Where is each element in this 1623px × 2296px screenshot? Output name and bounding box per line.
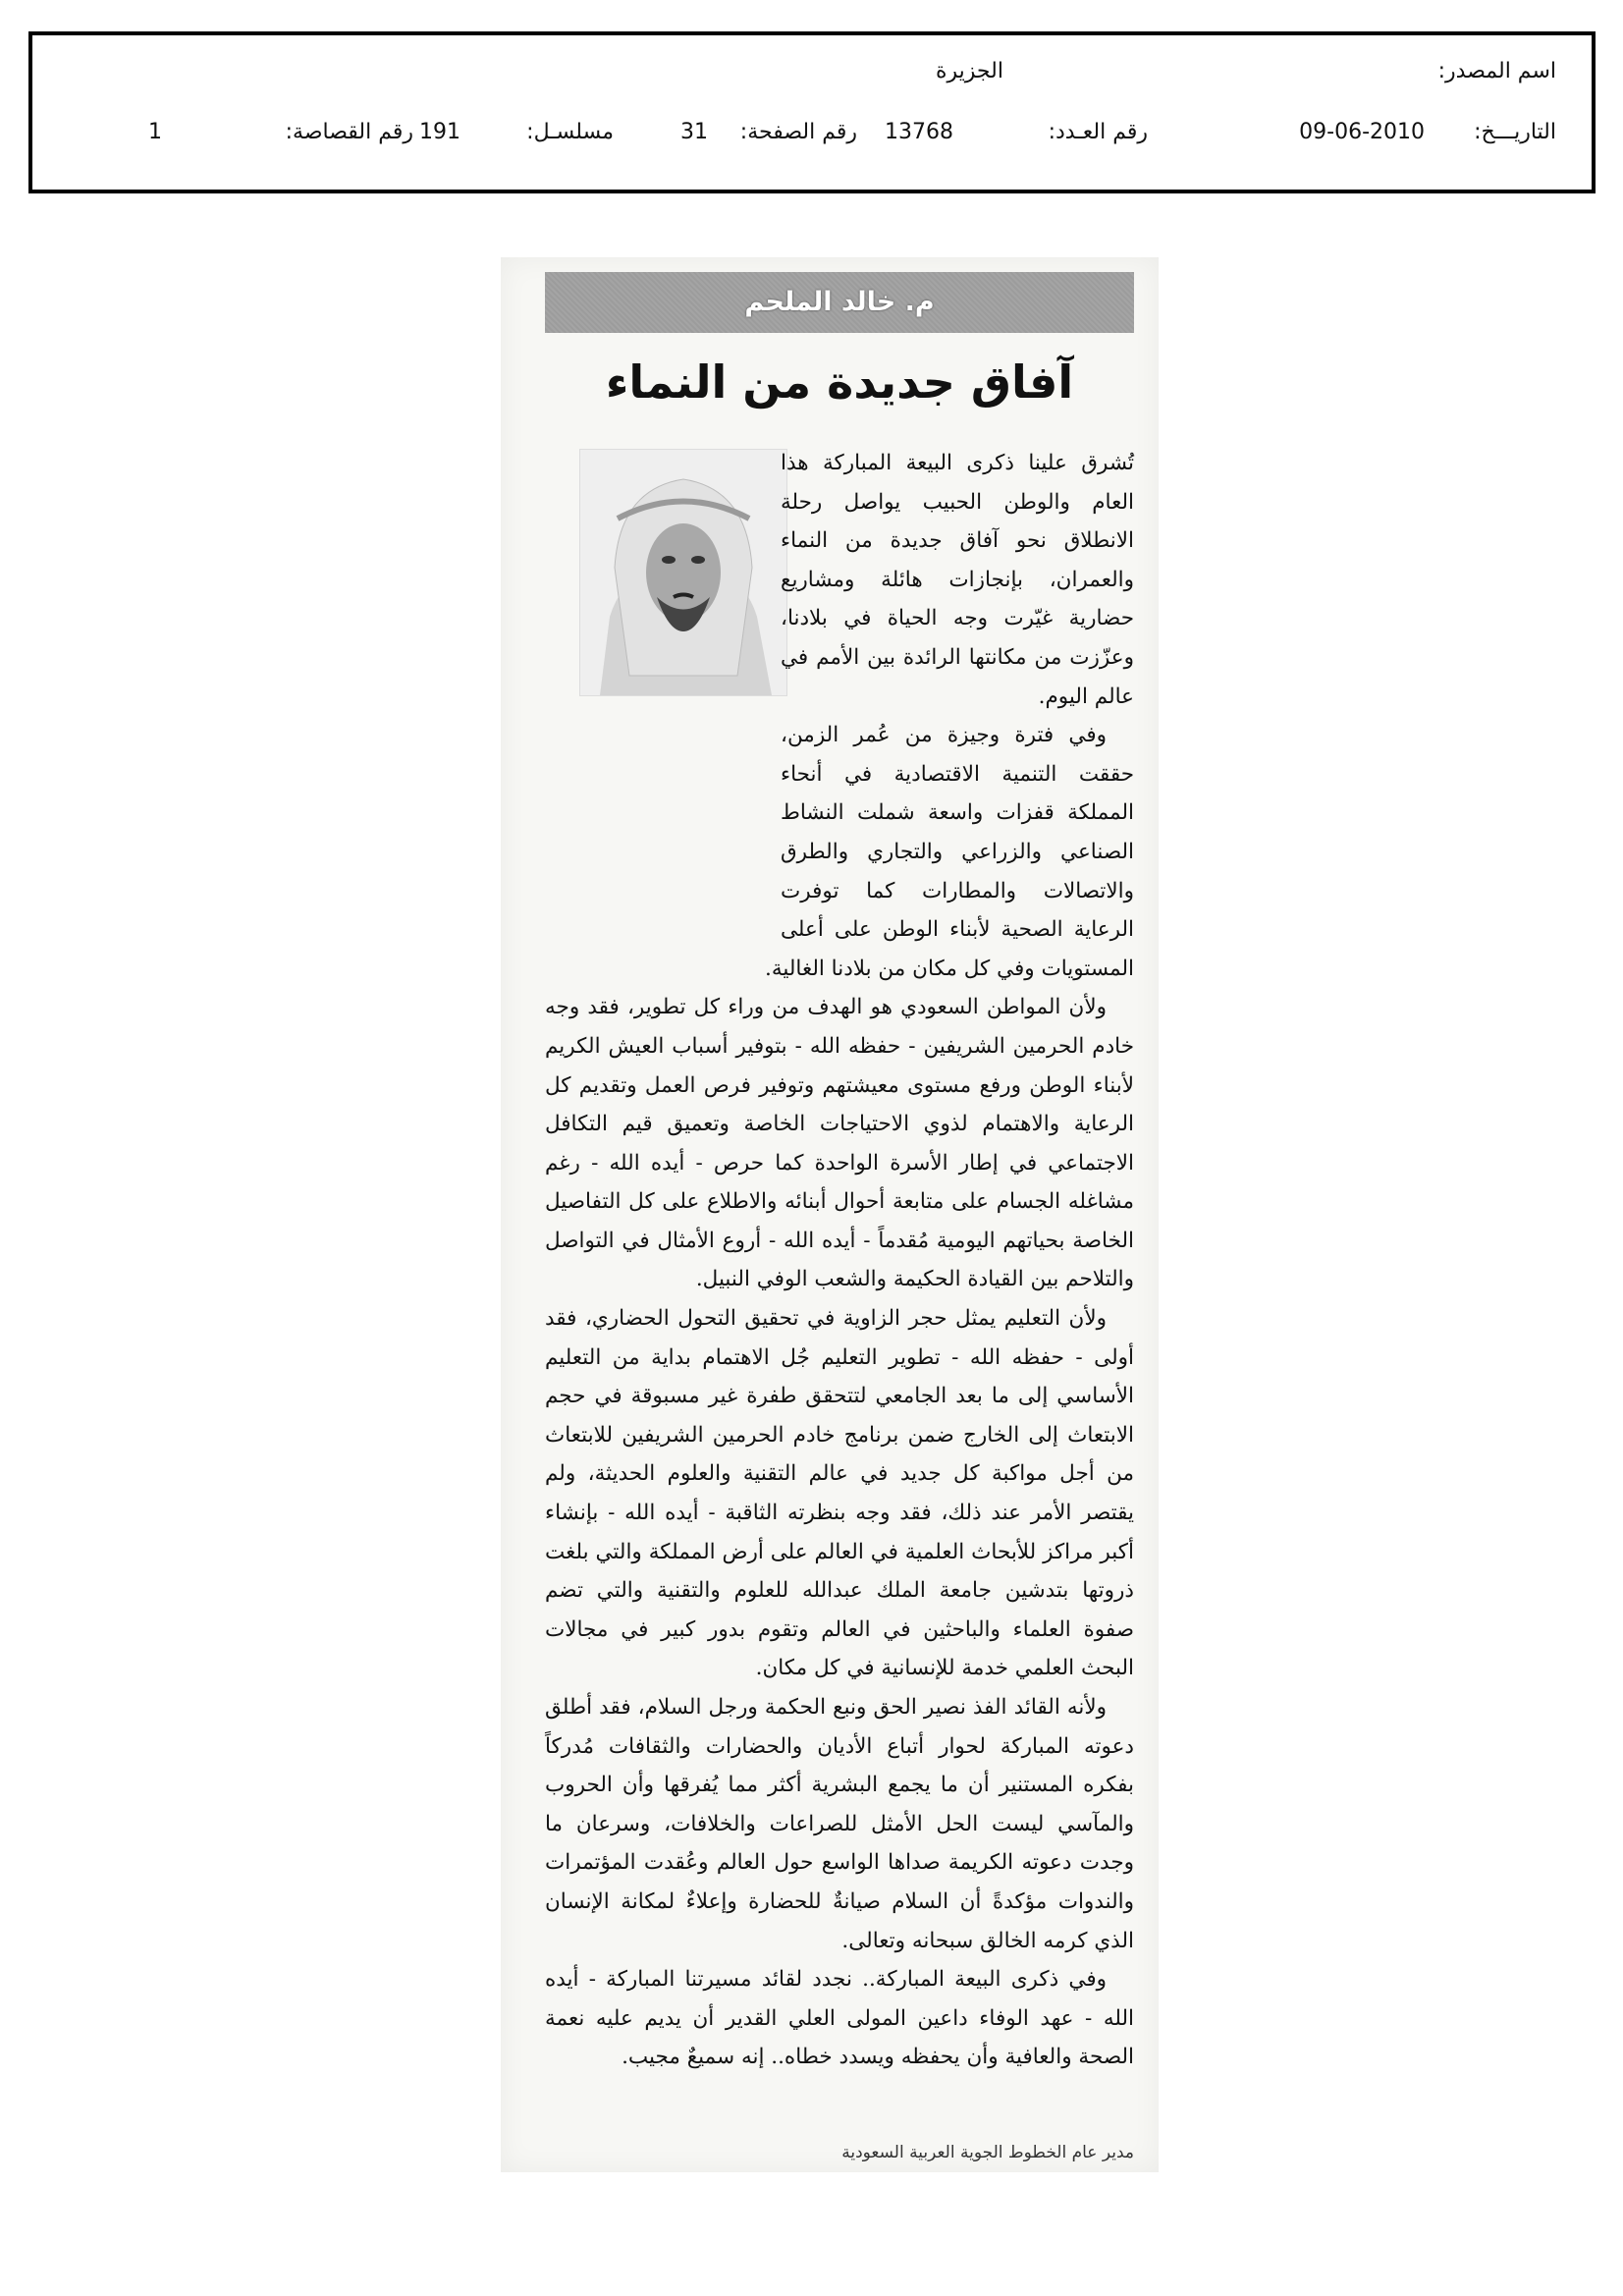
article-paragraph: ولأنه القائد الفذ نصير الحق ونبع الحكمة ورجل السلام، فقد أطلق دعوته المباركة لحوار أتباع الأديان والحضارات والثقافات مُدركاً بفكره المستنير أن ما يجمع البشرية أكثر مما يُفرقها وأن الحروب والمآسي ليست الحل الأمثل للصراعات والخلافات، وسرعان ما وجدت دعوته الكريمة صداها الواسع حول العالم وعُقدت المؤتمرات والندوات مؤكدةً أن السلام صيانةٌ للحضارة وإعلاءٌ لمكانة الإنسان الذي كرمه الخالق سبحانه وتعالى. (545, 1695, 1134, 1953)
article-paragraph: ولأن التعليم يمثل حجر الزاوية في تحقيق التحول الحضاري، فقد أولى - حفظه الله - تطوير التعليم جُل الاهتمام بداية من التعليم الأساسي إلى ما بعد الجامعي لتتحقق طفرة غير مسبوقة في حجم الابتعاث إلى الخارج ضمن برنامج خادم الحرمين الشريفين للابتعاث من أجل مواكبة كل جديد في عالم التقنية والعلوم الحديثة، ولم يقتصر الأمر عند ذلك، فقد وجه بنظرته الثاقبة - أيده الله - بإنشاء أكبر مراكز للأبحاث العلمية في العالم على أرض المملكة والتي بلغت ذروتها بتدشين جامعة الملك عبدالله للعلوم والتقنية والتي تضم صفوة العلماء والباحثين في العالم وتقوم بدور كبير في مجالات البحث العلمي خدمة للإنسانية في كل مكان. (545, 1306, 1134, 1681)
page-value: 31 (680, 120, 708, 144)
article-title: آفاق جديدة من النماء (605, 355, 1074, 409)
serial-value: 191 (419, 120, 460, 144)
issue-label: رقم العـدد: (1048, 120, 1148, 144)
document-header (28, 31, 1596, 193)
article-paragraph: وفي ذكرى البيعة المباركة.. نجدد لقائد مسيرتنا المباركة - أيده الله - عهد الوفاء داعين المولى العلي القدير أن يديم عليه نعمة الصحة والعافية وأن يحفظه ويسدد خطاه.. إنه سميعٌ مجيب. (545, 1967, 1134, 2070)
newspaper-clipping (501, 257, 1159, 2172)
clip-value: 1 (148, 120, 162, 144)
date-label: التاريـــخ: (1474, 120, 1556, 144)
date-value: 09-06-2010 (1299, 120, 1425, 144)
author-footnote: مدير عام الخطوط الجوية العربية السعودية (841, 2143, 1134, 2162)
article-paragraph: ولأن المواطن السعودي هو الهدف من وراء كل تطوير، فقد وجه خادم الحرمين الشريفين - حفظه الله - بتوفير أسباب العيش الكريم لأبناء الوطن ورفع مستوى معيشتهم وتوفير فرص العمل وتقديم كل الرعاية والاهتمام لذوي الاحتياجات الخاصة وتعميق قيم التكافل الاجتماعي في إطار الأسرة الواحدة كما حرص - أيده الله - رغم مشاغله الجسام على متابعة أحوال أبنائه والاطلاع على كل التفاصيل الخاصة بحياتهم اليومية مُقدماً - أيده الله - أروع الأمثال في التواصل والتلاحم بين القيادة الحكيمة والشعب الوفي النبيل. (545, 995, 1134, 1292)
source-value: الجزيرة (936, 59, 1003, 83)
article-paragraph: وفي فترة وجيزة من عُمر الزمن، حققت التنمية الاقتصادية في أنحاء المملكة قفزات واسعة شملت النشاط الصناعي والزراعي والتجاري والطرق والاتصالات والمطارات كما توفرت الرعاية الصحية لأبناء الوطن على أعلى المستويات وفي كل مكان من بلادنا الغالية. (765, 723, 1134, 981)
article-body (545, 444, 1134, 2077)
source-label: اسم المصدر: (1437, 59, 1556, 83)
article-paragraph: تُشرق علينا ذكرى البيعة المباركة هذا العام والوطن الحبيب يواصل رحلة الانطلاق نحو آفاق جديدة من النماء والعمران، بإنجازات هائلة ومشاريع حضارية غيّرت وجه الحياة في بلادنا، وعزّزت من مكانتها الرائدة بين الأمم في عالم اليوم. (781, 451, 1134, 709)
serial-label: مسلسـل: (526, 120, 614, 144)
author-bar: م. خالد الملحم (545, 272, 1134, 333)
issue-value: 13768 (885, 120, 953, 144)
page-label: رقم الصفحة: (739, 120, 857, 144)
clip-label: رقم القصاصة: (285, 120, 413, 144)
